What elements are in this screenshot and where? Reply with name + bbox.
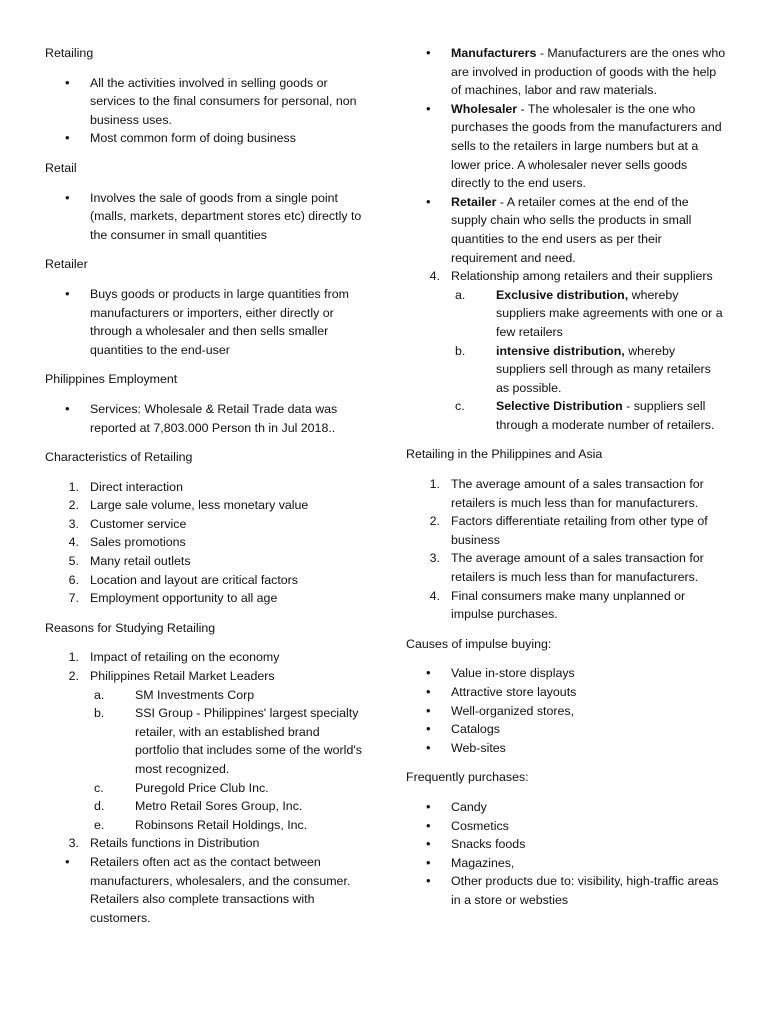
definition: whereby suppliers sell through as many retailers as possible. [496,343,711,395]
item-text: Robinsons Retail Holdings, Inc. [135,817,308,832]
list-item: • Attractive store layouts [406,683,726,702]
market-leaders-list [45,686,365,835]
list-item: • Magazines, [406,854,726,873]
list-item [45,667,365,686]
item-text: SM Investments Corp [135,687,255,702]
item-text: Metro Retail Sores Group, Inc. [135,799,303,814]
item-text: Puregold Price Club Inc. [135,780,269,795]
item-number: 2. [429,514,440,529]
list-item: • Well-organized stores, [406,702,726,721]
list-item: • Retailers often act as the contact between manufacturers, wholesalers, and the consumer. Retailers also complete transactions with customers. [45,853,365,927]
item-number: 4. [68,535,79,550]
term: Selective Distribution [496,399,623,414]
heading-retailing: Retailing [45,46,94,60]
supply-chain-list [406,44,726,267]
retailer-list [45,285,365,359]
list-item [45,496,365,515]
item-number: 5. [68,554,79,569]
list-item: • Most common form of doing business [45,129,365,148]
list-item [406,587,726,624]
list-item: • Involves the sale of goods from a single point (malls, markets, department stores etc) directly to the consumer in small quantities [45,189,365,245]
list-item [406,512,726,549]
heading-philippines-employment: Philippines Employment [45,372,178,387]
impulse-list [406,664,726,757]
item-text: Direct interaction [90,479,183,494]
item-number: 2. [68,669,79,684]
list-item: • Catalogs [406,720,726,739]
list-item [45,779,365,798]
distribution-list [45,853,365,927]
term: Wholesaler [451,101,518,116]
heading-retailer: Retailer [45,257,88,272]
item-letter: a. [94,687,105,702]
definition: whereby suppliers make agreements with one or a few retailers [496,287,723,339]
term: intensive distribution, [496,343,625,358]
item-number: 7. [68,591,79,606]
list-item [406,549,726,586]
list-item: • Buys goods or products in large quantities from manufacturers or importers, either directly or through a wholesaler and then sells smaller quantities to the end-user [45,285,365,359]
list-item [45,552,365,571]
list-item [45,589,365,608]
item-letter: e. [94,817,105,832]
item-text: The average amount of a sales transaction for retailers is much less than for manufacturers. [451,477,704,510]
list-item [45,533,365,552]
item-text: SSI Group - Philippines' largest specialty retailer, with an established brand portfolio that includes some of the world's most recognized. [135,706,362,776]
item-number: 3. [68,516,79,531]
left-column [45,44,365,938]
list-item [45,816,365,835]
item-number: 4. [429,588,440,603]
employment-list [45,400,365,437]
list-item [406,267,726,286]
list-item [406,286,726,342]
reasons-list-continued [45,834,365,853]
heading-retail: Retail [45,160,77,175]
item-text: Factors differentiate retailing from other type of business [451,514,708,547]
item-text: Relationship among retailers and their suppliers [451,269,713,284]
heading-reasons: Reasons for Studying Retailing [45,620,216,635]
definition: - Manufacturers are the ones who are involved in production of goods with the help of machines, labor and raw materials. [451,46,726,98]
item-number: 3. [429,551,440,566]
heading-characteristics: Characteristics of Retailing [45,450,193,465]
item-text: Employment opportunity to all age [90,591,278,606]
item-letter: c. [455,399,465,414]
asia-list [406,475,726,624]
list-item: • Web-sites [406,739,726,758]
characteristics-list [45,478,365,608]
frequent-list [406,798,726,910]
item-text: Retails functions in Distribution [90,836,260,851]
relationship-list [406,267,726,286]
heading-frequently-purchases: Frequently purchases: [406,770,529,785]
item-text: Final consumers make many unplanned or impulse purchases. [451,588,686,622]
list-item: • All the activities involved in selling goods or services to the final consumers for personal, non business uses. [45,74,365,130]
item-text: The average amount of a sales transaction for retailers is much less than for manufacturers. [451,551,704,585]
list-item [45,686,365,705]
item-number: 1. [68,650,79,665]
item-number: 4. [429,269,440,284]
list-item: • Cosmetics [406,817,726,836]
item-text: Large sale volume, less monetary value [90,498,309,513]
list-item [45,797,365,816]
retailing-list [45,74,365,148]
list-item [406,44,726,100]
item-number: 6. [68,572,79,587]
item-text: Philippines Retail Market Leaders [90,669,275,684]
item-text: Location and layout are critical factors [90,572,298,587]
list-item: • Value in-store displays [406,664,726,683]
list-item: • Services: Wholesale & Retail Trade data was reported at 7,803.000 Person th in Jul 2018.. [45,400,365,437]
list-item [406,342,726,398]
item-letter: a. [455,287,466,302]
definition: - suppliers sell through a moderate number of retailers. [496,399,715,432]
list-item: • Snacks foods [406,835,726,854]
list-item [45,478,365,497]
item-text: Sales promotions [90,535,186,550]
item-letter: d. [94,799,105,814]
list-item [45,515,365,534]
term: Exclusive distribution, [496,287,629,302]
distribution-types-list [406,286,726,435]
item-number: 3. [68,836,79,851]
definition: - A retailer comes at the end of the supply chain who sells the products in small quantities to the end users as per their requirement and need. [451,194,692,265]
definition: - The wholesaler is the one who purchases the goods from the manufacturers and sells to the retailers in large numbers but at a lower price. A wholesaler never sells goods directly to the end users. [451,101,722,191]
list-item [45,648,365,667]
item-text: Many retail outlets [90,554,191,569]
list-item: • Other products due to: visibility, high-traffic areas in a store or websties [406,872,726,909]
item-text: Impact of retailing on the economy [90,650,280,665]
heading-impulse-buying: Causes of impulse buying: [406,636,552,651]
list-item [406,397,726,434]
item-letter: b. [455,343,466,358]
heading-philippines-asia: Retailing in the Philippines and Asia [406,447,603,462]
term: Retailer [451,194,497,209]
item-letter: c. [94,780,104,795]
list-item [45,704,365,778]
item-number: 2. [68,498,79,513]
list-item [406,100,726,193]
item-text: Customer service [90,516,187,531]
right-column [406,44,726,921]
list-item: • Candy [406,798,726,817]
item-number: 1. [68,479,79,494]
list-item [406,475,726,512]
list-item [406,193,726,267]
item-number: 1. [429,477,440,492]
term: Manufacturers [451,46,537,60]
retail-list [45,189,365,245]
list-item [45,834,365,853]
reasons-list [45,648,365,685]
item-letter: b. [94,706,105,721]
list-item [45,571,365,590]
